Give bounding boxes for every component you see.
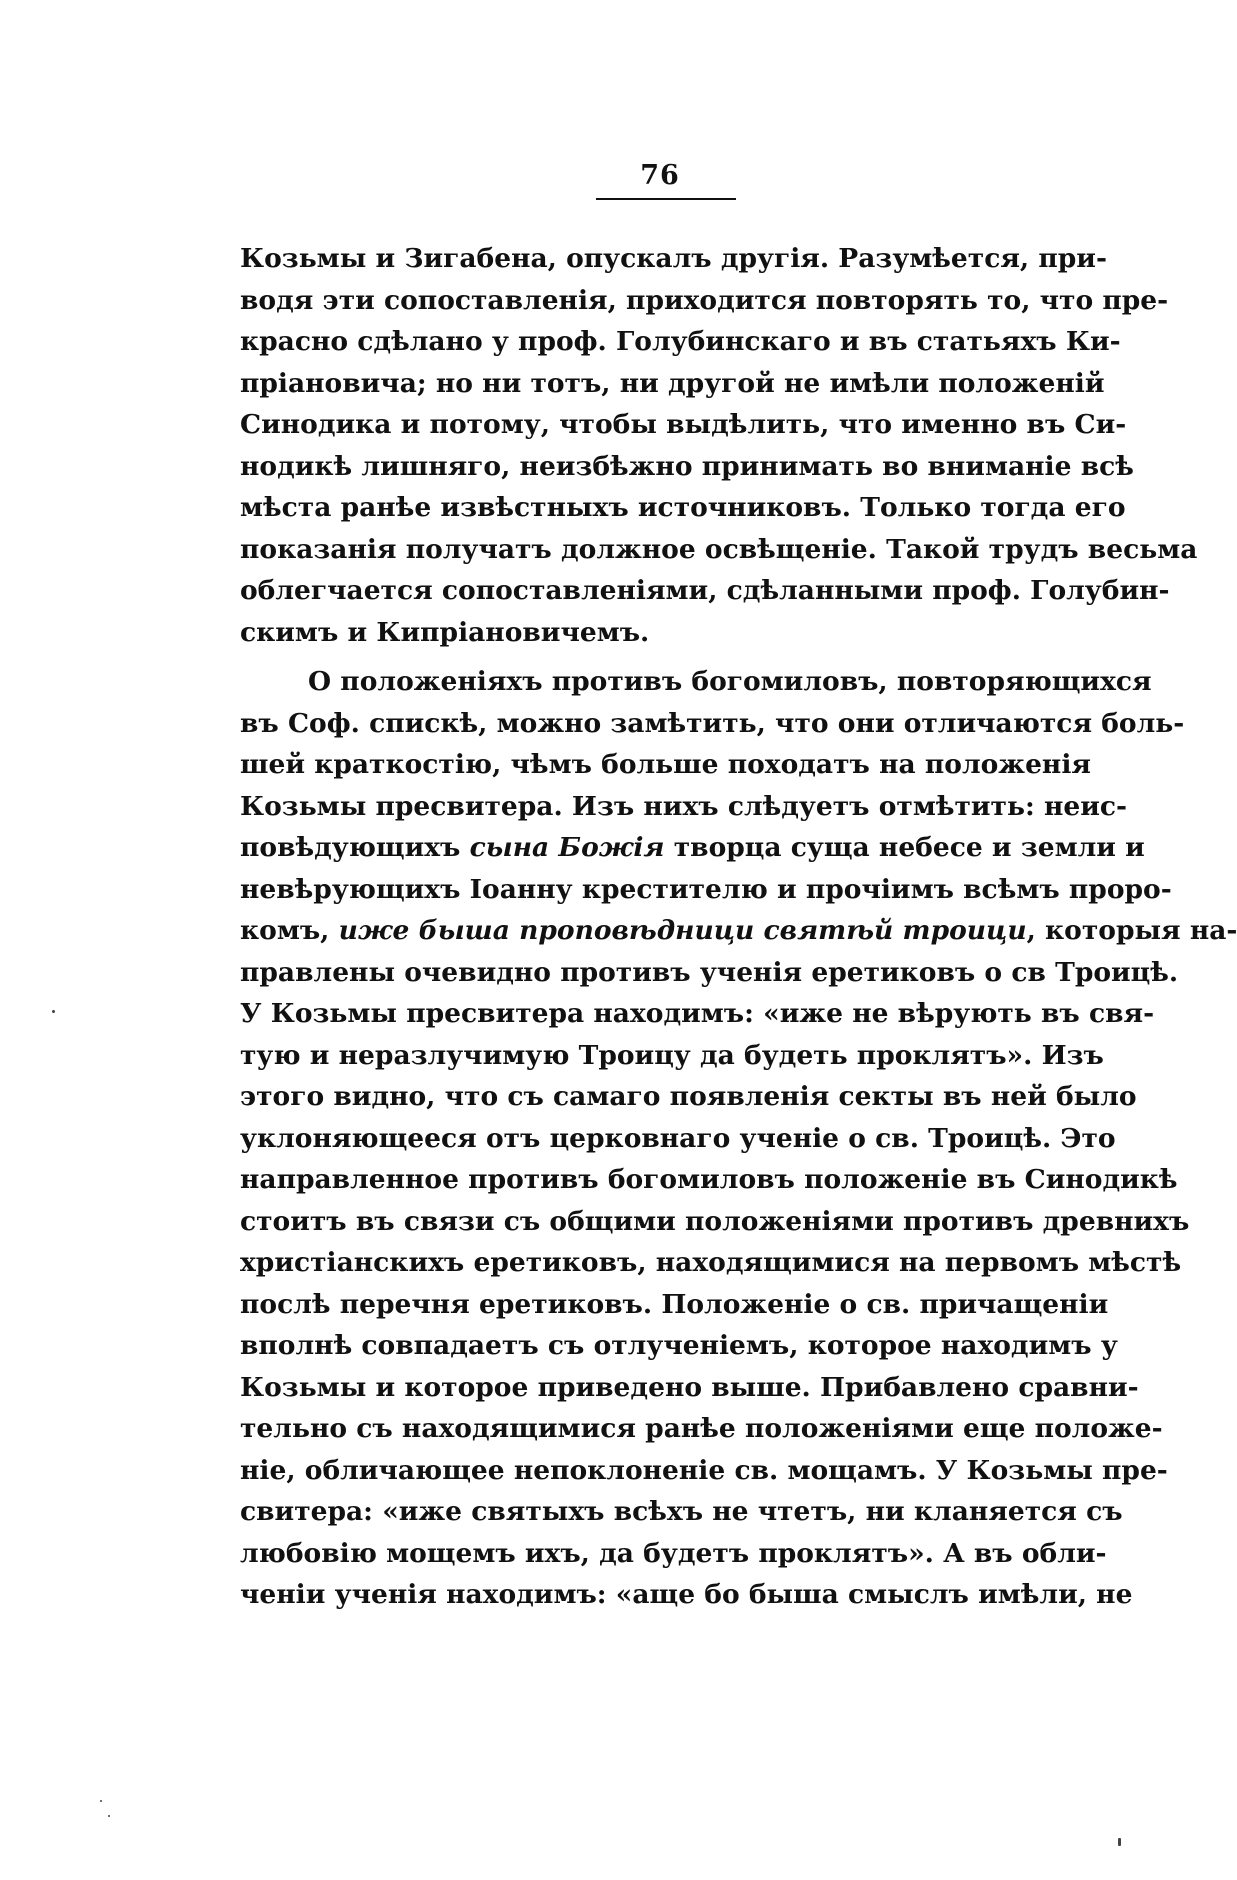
text-line	[240, 1450, 1168, 1492]
text-line	[240, 1491, 1123, 1533]
text-segment: комъ,	[240, 915, 339, 946]
text-segment: Козьмы и Зигабена, опускалъ другія. Разумѣется, при-	[240, 243, 1107, 274]
text-segment: невѣрующихъ Іоанну крестителю и прочіимъ всѣмъ проро-	[240, 873, 1172, 905]
text-segment: мѣста ранѣе извѣстныхъ источниковъ. Только тогда его	[240, 492, 1126, 523]
text-segment: У Козьмы пресвитера находимъ: «иже не вѣрують въ свя-	[240, 998, 1155, 1029]
text-segment: О положеніяхъ противъ богомиловъ, повторяющихся	[308, 666, 1152, 697]
text-line	[240, 1159, 1178, 1201]
text-segment: шей краткостію, чѣмъ больше походатъ на положенія	[240, 749, 1091, 780]
text-segment: правлены очевидно противъ ученія еретиковъ о св Троицѣ.	[240, 956, 1179, 988]
italic-quotation: иже быша проповѣдници святѣй троици	[338, 915, 1027, 946]
text-line	[240, 910, 1237, 952]
text-segment: тую и неразлучимую Троицу да будеть проклятъ». Изъ	[240, 1039, 1104, 1071]
text-segment: красно сдѣлано у проф. Голубинскаго и въ статьяхъ Ки-	[240, 326, 1121, 357]
scan-speck	[52, 1010, 55, 1013]
text-segment: направленное противъ богомиловъ положеніе въ Синодикѣ	[240, 1164, 1178, 1195]
text-segment: ченіи ученія находимъ: «аще бо быша смыслъ имѣли, не	[240, 1579, 1133, 1610]
italic-quotation: сына Божія	[469, 832, 665, 863]
text-segment: вполнѣ совпадаетъ съ отлученіемъ, которое находимъ у	[240, 1330, 1118, 1361]
text-line	[240, 487, 1126, 529]
page-number: 76	[640, 160, 680, 191]
text-segment: Синодика и потому, чтобы выдѣлить, что именно въ Си-	[240, 409, 1127, 440]
text-line	[240, 238, 1107, 280]
text-line	[240, 1284, 1109, 1326]
text-line	[240, 321, 1121, 363]
text-line	[240, 993, 1155, 1035]
text-line	[240, 1367, 1139, 1409]
text-line	[240, 1242, 1182, 1284]
text-segment: христіанскихъ еретиковъ, находящимися на первомъ мѣстѣ	[240, 1247, 1182, 1278]
text-segment: этого видно, что съ самаго появленія секты въ ней было	[240, 1081, 1137, 1112]
text-line	[240, 1035, 1104, 1077]
text-segment: ніе, обличающее непоклоненіе св. мощамъ. У Козьмы пре-	[240, 1454, 1168, 1486]
text-segment: творца суща небесе и земли и	[664, 832, 1145, 863]
text-segment: уклоняющееся отъ церковнаго ученіе о св. Троицѣ. Это	[240, 1122, 1116, 1154]
text-segment: Козьмы и которое приведено выше. Прибавлено сравни-	[240, 1371, 1139, 1403]
text-line	[240, 363, 1105, 405]
paragraph-gap	[240, 653, 1090, 661]
text-segment: , которыя на-	[1026, 915, 1237, 946]
text-line	[240, 869, 1172, 911]
body-text	[240, 238, 1237, 1616]
text-line	[240, 703, 1185, 745]
text-segment: пріановича; но ни тотъ, ни другой не имѣли положеній	[240, 367, 1105, 399]
text-segment: скимъ и Кипріановичемъ.	[240, 616, 650, 648]
text-line	[240, 1574, 1133, 1616]
text-line	[240, 570, 1170, 612]
text-segment: свитера: «иже святыхъ всѣхъ не чтетъ, ни кланяется съ	[240, 1496, 1123, 1527]
text-line	[240, 1076, 1137, 1118]
text-line	[240, 404, 1127, 446]
text-line	[240, 827, 1145, 869]
text-line	[240, 446, 1134, 488]
text-segment: облегчается сопоставленіями, сдѣланными проф. Голубин-	[240, 575, 1170, 606]
text-line	[240, 1325, 1118, 1367]
text-line	[240, 1533, 1107, 1575]
text-line	[240, 744, 1090, 786]
scan-speck	[108, 1815, 110, 1817]
text-segment: водя эти сопоставленія, приходится повторять то, что пре-	[240, 284, 1169, 316]
text-line	[240, 1201, 1190, 1243]
text-line	[240, 1118, 1116, 1160]
scan-speck	[1118, 1838, 1121, 1846]
text-segment: показанія получатъ должное освѣщеніе. Такой трудъ весьма	[240, 533, 1198, 565]
text-segment: тельно съ находящимися ранѣе положеніями еще положе-	[240, 1413, 1163, 1444]
page-number-rule	[596, 198, 736, 200]
text-line	[240, 952, 1179, 994]
text-line	[240, 661, 1152, 703]
text-line	[240, 786, 1128, 828]
text-segment: Козьмы пресвитера. Изъ нихъ слѣдуетъ отмѣтить: неис-	[240, 790, 1128, 822]
text-line	[240, 529, 1198, 571]
text-line	[240, 280, 1169, 322]
text-segment: стоитъ въ связи съ общими положеніями противъ древнихъ	[240, 1205, 1190, 1237]
text-segment: нодикѣ лишняго, неизбѣжно принимать во вниманіе всѣ	[240, 450, 1134, 482]
text-line	[240, 1408, 1163, 1450]
text-segment: любовію мощемъ ихъ, да будетъ проклятъ». А въ обли-	[240, 1537, 1107, 1569]
text-segment: повѣдующихъ	[240, 832, 470, 863]
scan-speck	[100, 1800, 102, 1802]
text-segment: въ Соф. спискѣ, можно замѣтить, что они отличаются боль-	[240, 707, 1185, 739]
text-segment: послѣ перечня еретиковъ. Положеніе о св. причащеніи	[240, 1288, 1109, 1320]
text-line	[240, 612, 1090, 654]
